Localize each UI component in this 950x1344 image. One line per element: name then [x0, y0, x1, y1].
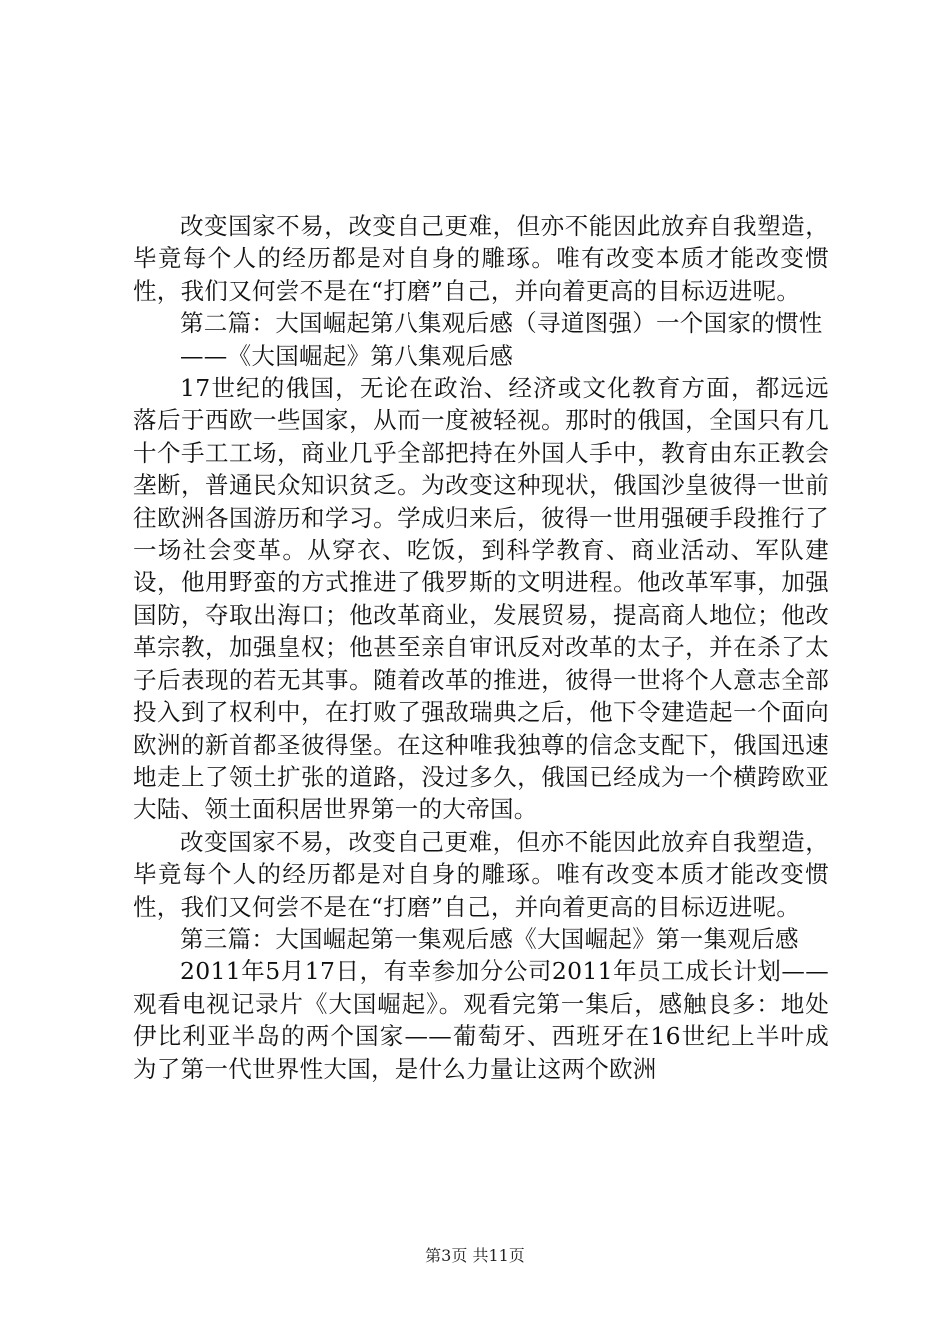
paragraph-closing-2: 改变国家不易，改变自己更难，但亦不能因此放弃自我塑造，毕竟每个人的经历都是对自身的雕琢。唯有改变本质才能改变惯性，我们又何尝不是在“打磨”自己，并向着更高的目标迈进呢。: [133, 827, 829, 921]
section-subtitle-2: ——《大国崛起》第八集观后感: [180, 341, 514, 370]
paragraph-intro-3: 2011年5月17日，有幸参加分公司2011年员工成长计划——观看电视记录片《大国崛起》。观看完第一集后，感触良多：地处伊比利亚半岛的两个国家——葡萄牙、西班牙在16世纪上半叶成为了第一代世界性大国，是什么力量让这两个欧洲: [133, 957, 829, 1083]
page-number-footer: 第3页 共11页: [425, 1246, 525, 1265]
paragraph-russia: 17世纪的俄国，无论在政治、经济或文化教育方面，都远远落后于西欧一些国家，从而一度被轻视。那时的俄国，全国只有几十个手工工场，商业几乎全部把持在外国人手中，教育由东正教会垄断，普通民众知识贫乏。为改变这种现状，俄国沙皇彼得一世前往欧洲各国游历和学习。学成归来后，彼得一世用强硬手段推行了一场社会变革。从穿衣、吃饭，到科学教育、商业活动、军队建设，他用野蛮的方式推进了俄罗斯的文明进程。他改革军事，加强国防，夺取出海口；他改革商业，发展贸易，提高商人地位；他改革宗教，加强皇权；他甚至亲自审讯反对改革的太子，并在杀了太子后表现的若无其事。随着改革的推进，彼得一世将个人意志全部投入到了权利中，在打败了强敌瑞典之后，他下令建造起一个面向欧洲的新首都圣彼得堡。在这种唯我独尊的信念支配下，俄国迅速地走上了领土扩张的道路，没过多久，俄国已经成为一个横跨欧亚大陆、领土面积居世界第一的大帝国。: [133, 374, 829, 824]
paragraph-closing-1: 改变国家不易，改变自己更难，但亦不能因此放弃自我塑造，毕竟每个人的经历都是对自身的雕琢。唯有改变本质才能改变惯性，我们又何尝不是在“打磨”自己，并向着更高的目标迈进呢。: [133, 212, 829, 305]
document-body: [133, 210, 829, 1085]
section-heading-3: 第三篇：大国崛起第一集观后感《大国崛起》第一集观后感: [180, 924, 799, 953]
section-heading-2: 第二篇：大国崛起第八集观后感（寻道图强）一个国家的惯性: [180, 309, 823, 338]
